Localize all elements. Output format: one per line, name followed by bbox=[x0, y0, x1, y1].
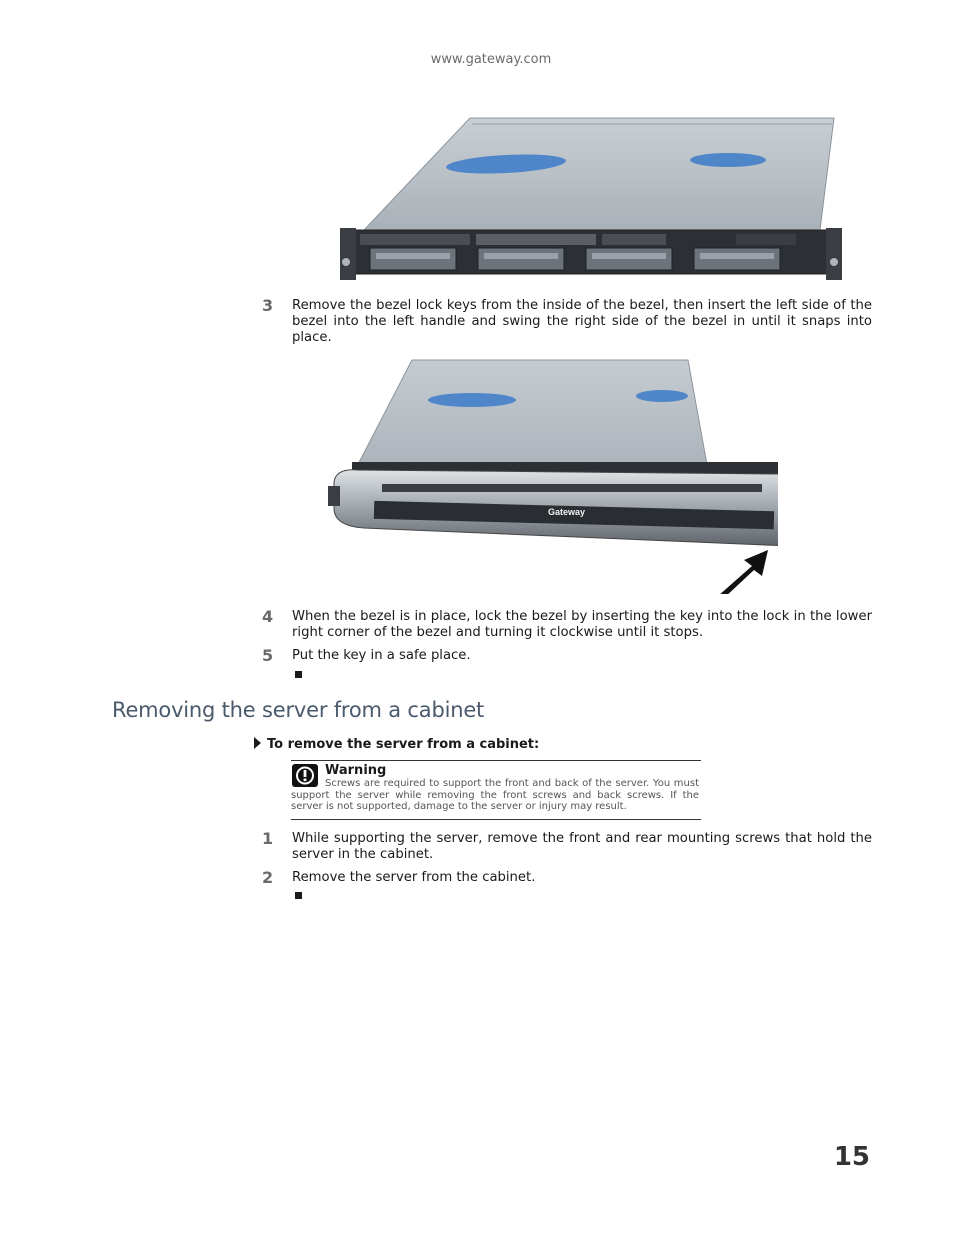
page-number: 15 bbox=[833, 1142, 870, 1172]
server-bezel-figure bbox=[322, 358, 778, 594]
step-number: 3 bbox=[262, 296, 274, 315]
server-front-illustration bbox=[336, 112, 850, 292]
end-of-procedure-mark bbox=[295, 892, 302, 899]
step-number: 2 bbox=[262, 868, 274, 887]
warning-box bbox=[291, 760, 701, 820]
step-2 bbox=[262, 870, 872, 886]
left-mounting-ear bbox=[340, 228, 356, 280]
step-text: While supporting the server, remove the front and rear mounting screws that hold the server in the cabinet. bbox=[292, 831, 872, 862]
step-5 bbox=[262, 648, 872, 664]
section-title: Removing the server from a cabinet bbox=[112, 698, 485, 722]
step-text: Remove the server from the cabinet. bbox=[292, 870, 536, 885]
label-sticker-right bbox=[690, 153, 766, 167]
warning-title: Warning bbox=[325, 763, 387, 778]
warning-text: Screws are required to support the front and back of the server. You must support the server while removing the front screws and back screws. If the server is not supported, damage to the server or injury may result. bbox=[291, 778, 699, 812]
step-number: 4 bbox=[262, 607, 274, 626]
header-url: www.gateway.com bbox=[430, 52, 552, 67]
server-bezel-illustration bbox=[322, 358, 778, 594]
step-text: Remove the bezel lock keys from the inside of the bezel, then insert the left side of the bezel into the left handle and swing the right side of the bezel in until it snaps into place. bbox=[292, 298, 872, 345]
procedure-arrow-icon bbox=[254, 737, 261, 749]
procedure-heading-text: To remove the server from a cabinet: bbox=[267, 737, 540, 752]
procedure-heading bbox=[254, 737, 539, 752]
step-number: 1 bbox=[262, 829, 274, 848]
right-mounting-ear bbox=[826, 228, 842, 280]
step-3 bbox=[262, 298, 872, 346]
step-4 bbox=[262, 609, 872, 641]
rotation-arrow-icon bbox=[718, 550, 768, 594]
server-front-figure bbox=[336, 112, 850, 292]
step-number: 5 bbox=[262, 646, 274, 665]
step-1 bbox=[262, 831, 872, 863]
end-of-procedure-mark bbox=[295, 671, 302, 678]
bezel-logo: Gateway bbox=[548, 507, 586, 517]
step-text: When the bezel is in place, lock the bezel by inserting the key into the lock in the lower right corner of the bezel and turning it clockwise until it stops. bbox=[292, 609, 872, 640]
step-text: Put the key in a safe place. bbox=[292, 648, 471, 663]
